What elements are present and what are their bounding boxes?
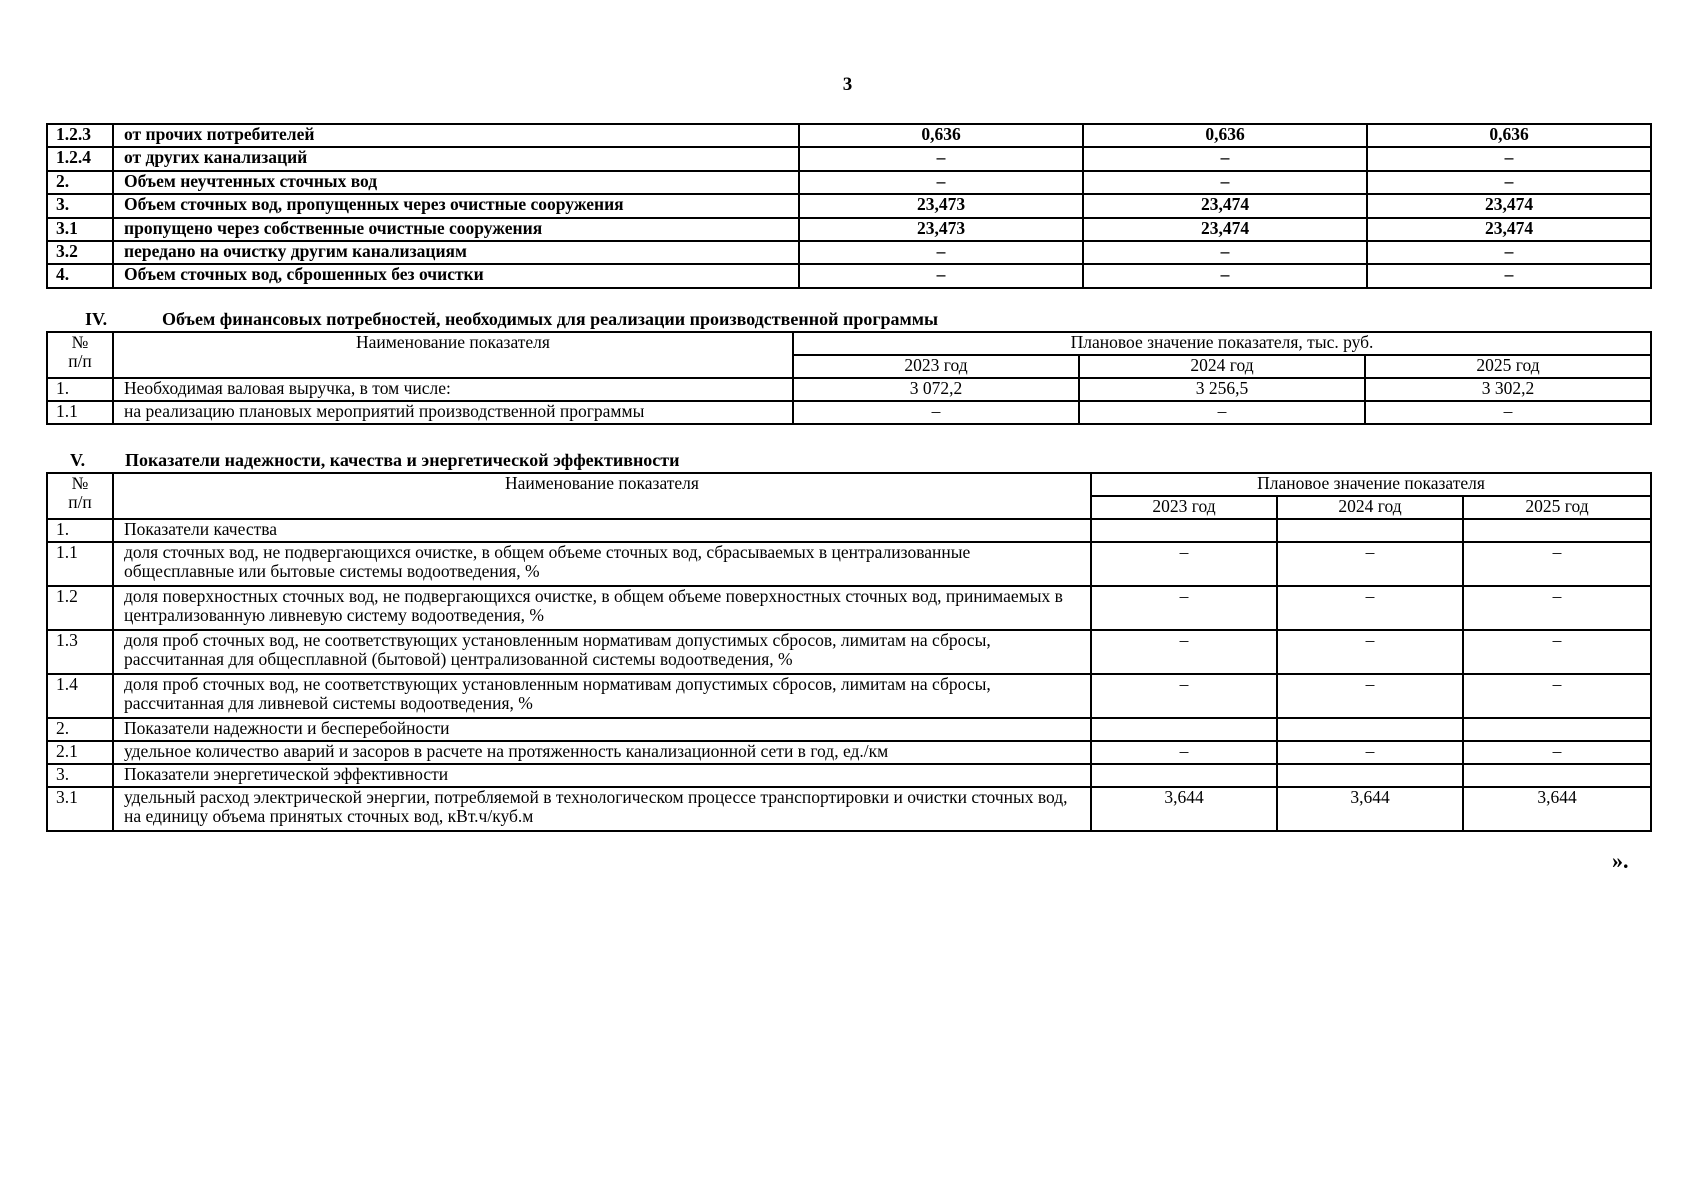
volume-table-continuation: [46, 123, 1652, 289]
row-value-2: –: [1277, 674, 1463, 718]
row-value-2: –: [1079, 401, 1365, 424]
section-4-number: IV.: [85, 309, 108, 329]
row-value-1: 0,636: [799, 124, 1083, 147]
row-number: 2.1: [47, 741, 113, 764]
row-value-3: 23,474: [1367, 194, 1651, 217]
row-name: передано на очистку другим канализациям: [113, 241, 799, 264]
row-number: 3.2: [47, 241, 113, 264]
row-value-3: –: [1463, 542, 1651, 586]
row-number: 3.: [47, 764, 113, 787]
row-value-2: –: [1083, 147, 1367, 170]
row-value-3: –: [1365, 401, 1651, 424]
table-row: [47, 630, 1651, 674]
row-value-2: 3 256,5: [1079, 378, 1365, 401]
closing-quote-mark: ».: [1612, 848, 1629, 873]
row-value-2: –: [1277, 630, 1463, 674]
row-number: 1.2.4: [47, 147, 113, 170]
col-header-num: № п/п: [47, 473, 113, 519]
row-value-1: –: [799, 264, 1083, 287]
row-value-1: –: [799, 147, 1083, 170]
row-value-3: [1463, 519, 1651, 542]
row-value-3: –: [1367, 241, 1651, 264]
row-value-2: 23,474: [1083, 194, 1367, 217]
row-number: 1.4: [47, 674, 113, 718]
row-value-2: –: [1277, 542, 1463, 586]
row-value-3: [1463, 718, 1651, 741]
row-value-1: 23,473: [799, 218, 1083, 241]
row-value-2: 3,644: [1277, 787, 1463, 831]
row-name: пропущено через собственные очистные сооружения: [113, 218, 799, 241]
table-row: [47, 147, 1651, 170]
row-name: Объем сточных вод, сброшенных без очистки: [113, 264, 799, 287]
row-name: удельный расход электрической энергии, потребляемой в технологическом процессе транспортировки и очистки сточных вод, на единицу объема принятых сточных вод, кВт.ч/куб.м: [113, 787, 1091, 831]
row-name: от прочих потребителей: [113, 124, 799, 147]
reliability-quality-table: [46, 472, 1652, 832]
row-number: 3.: [47, 194, 113, 217]
row-value-1: –: [1091, 542, 1277, 586]
row-number: 1.3: [47, 630, 113, 674]
table-row: [47, 241, 1651, 264]
row-value-3: –: [1463, 586, 1651, 630]
section-4-title: Объем финансовых потребностей, необходимых для реализации производственной программы: [162, 309, 939, 329]
row-value-3: 3,644: [1463, 787, 1651, 831]
table-row: [47, 787, 1651, 831]
table-row: [47, 264, 1651, 287]
row-name: Показатели энергетической эффективности: [113, 764, 1091, 787]
table-row: [47, 741, 1651, 764]
row-value-3: –: [1367, 171, 1651, 194]
row-value-3: –: [1463, 674, 1651, 718]
table-row: [47, 218, 1651, 241]
table-row: [47, 718, 1651, 741]
table-row: [47, 378, 1651, 401]
col-header-plan: Плановое значение показателя: [1091, 473, 1651, 496]
col-header-year-2024: 2024 год: [1277, 496, 1463, 519]
row-value-1: [1091, 519, 1277, 542]
table-row: [47, 764, 1651, 787]
table-row: [47, 519, 1651, 542]
col-header-year-2025: 2025 год: [1365, 355, 1651, 378]
table-row: [47, 674, 1651, 718]
row-value-2: [1277, 519, 1463, 542]
row-value-1: –: [1091, 741, 1277, 764]
row-number: 3.1: [47, 218, 113, 241]
row-name: от других канализаций: [113, 147, 799, 170]
row-value-2: [1277, 718, 1463, 741]
row-name: доля проб сточных вод, не соответствующих установленным нормативам допустимых сбросов, лимитам на сбросы, рассчитанная для ливневой системы водоотведения, %: [113, 674, 1091, 718]
row-value-1: –: [1091, 630, 1277, 674]
row-value-1: –: [1091, 674, 1277, 718]
row-value-1: –: [799, 241, 1083, 264]
row-number: 1.1: [47, 542, 113, 586]
row-number: 1.2: [47, 586, 113, 630]
row-name: Объем неучтенных сточных вод: [113, 171, 799, 194]
col-header-name: Наименование показателя: [113, 473, 1091, 519]
col-header-year-2023: 2023 год: [1091, 496, 1277, 519]
row-number: 1.: [47, 519, 113, 542]
row-name: Объем сточных вод, пропущенных через очистные сооружения: [113, 194, 799, 217]
col-header-num: № п/п: [47, 332, 113, 378]
row-value-3: [1463, 764, 1651, 787]
row-name: доля поверхностных сточных вод, не подвергающихся очистке, в общем объеме поверхностных сточных вод, принимаемых в централизованную ливневую систему водоотведения, %: [113, 586, 1091, 630]
table-row: [47, 194, 1651, 217]
row-value-1: –: [799, 171, 1083, 194]
row-number: 1.1: [47, 401, 113, 424]
row-name: Необходимая валовая выручка, в том числе:: [113, 378, 793, 401]
row-value-2: –: [1277, 741, 1463, 764]
table-row: [47, 171, 1651, 194]
col-header-name: Наименование показателя: [113, 332, 793, 378]
row-value-3: –: [1463, 741, 1651, 764]
row-name: Показатели качества: [113, 519, 1091, 542]
page-number: 3: [842, 74, 853, 95]
row-name: удельное количество аварий и засоров в расчете на протяженность канализационной сети в год, ед./км: [113, 741, 1091, 764]
row-name: на реализацию плановых мероприятий производственной программы: [113, 401, 793, 424]
row-value-2: –: [1083, 171, 1367, 194]
row-name: доля проб сточных вод, не соответствующих установленным нормативам допустимых сбросов, лимитам на сбросы, рассчитанная для общесплавной (бытовой) централизованной системы водоотведения, %: [113, 630, 1091, 674]
col-header-plan: Плановое значение показателя, тыс. руб.: [793, 332, 1651, 355]
row-value-2: –: [1277, 586, 1463, 630]
table-row: [47, 586, 1651, 630]
row-value-3: 3 302,2: [1365, 378, 1651, 401]
table-row: [47, 124, 1651, 147]
col-header-year-2025: 2025 год: [1463, 496, 1651, 519]
section-5-number: V.: [70, 450, 86, 470]
row-name: доля сточных вод, не подвергающихся очистке, в общем объеме сточных вод, сбрасываемых в централизованные общесплавные или бытовые системы водоотведения, %: [113, 542, 1091, 586]
row-number: 2.: [47, 718, 113, 741]
row-value-1: 3,644: [1091, 787, 1277, 831]
section-5-heading: [70, 450, 1470, 470]
row-value-3: –: [1463, 630, 1651, 674]
row-value-2: –: [1083, 264, 1367, 287]
row-value-3: 0,636: [1367, 124, 1651, 147]
row-value-3: 23,474: [1367, 218, 1651, 241]
row-value-2: [1277, 764, 1463, 787]
row-value-2: –: [1083, 241, 1367, 264]
row-number: 1.: [47, 378, 113, 401]
row-value-1: 3 072,2: [793, 378, 1079, 401]
row-number: 4.: [47, 264, 113, 287]
row-number: 1.2.3: [47, 124, 113, 147]
row-value-1: [1091, 718, 1277, 741]
row-name: Показатели надежности и бесперебойности: [113, 718, 1091, 741]
col-header-year-2024: 2024 год: [1079, 355, 1365, 378]
row-number: 2.: [47, 171, 113, 194]
row-number: 3.1: [47, 787, 113, 831]
row-value-1: [1091, 764, 1277, 787]
row-value-1: –: [793, 401, 1079, 424]
row-value-3: –: [1367, 147, 1651, 170]
row-value-2: 0,636: [1083, 124, 1367, 147]
table-row: [47, 401, 1651, 424]
col-header-year-2023: 2023 год: [793, 355, 1079, 378]
section-4-heading: [85, 309, 1485, 329]
financial-needs-table: [46, 331, 1652, 425]
row-value-1: –: [1091, 586, 1277, 630]
row-value-2: 23,474: [1083, 218, 1367, 241]
row-value-1: 23,473: [799, 194, 1083, 217]
table-row: [47, 542, 1651, 586]
section-5-title: Показатели надежности, качества и энергетической эффективности: [125, 450, 680, 470]
row-value-3: –: [1367, 264, 1651, 287]
